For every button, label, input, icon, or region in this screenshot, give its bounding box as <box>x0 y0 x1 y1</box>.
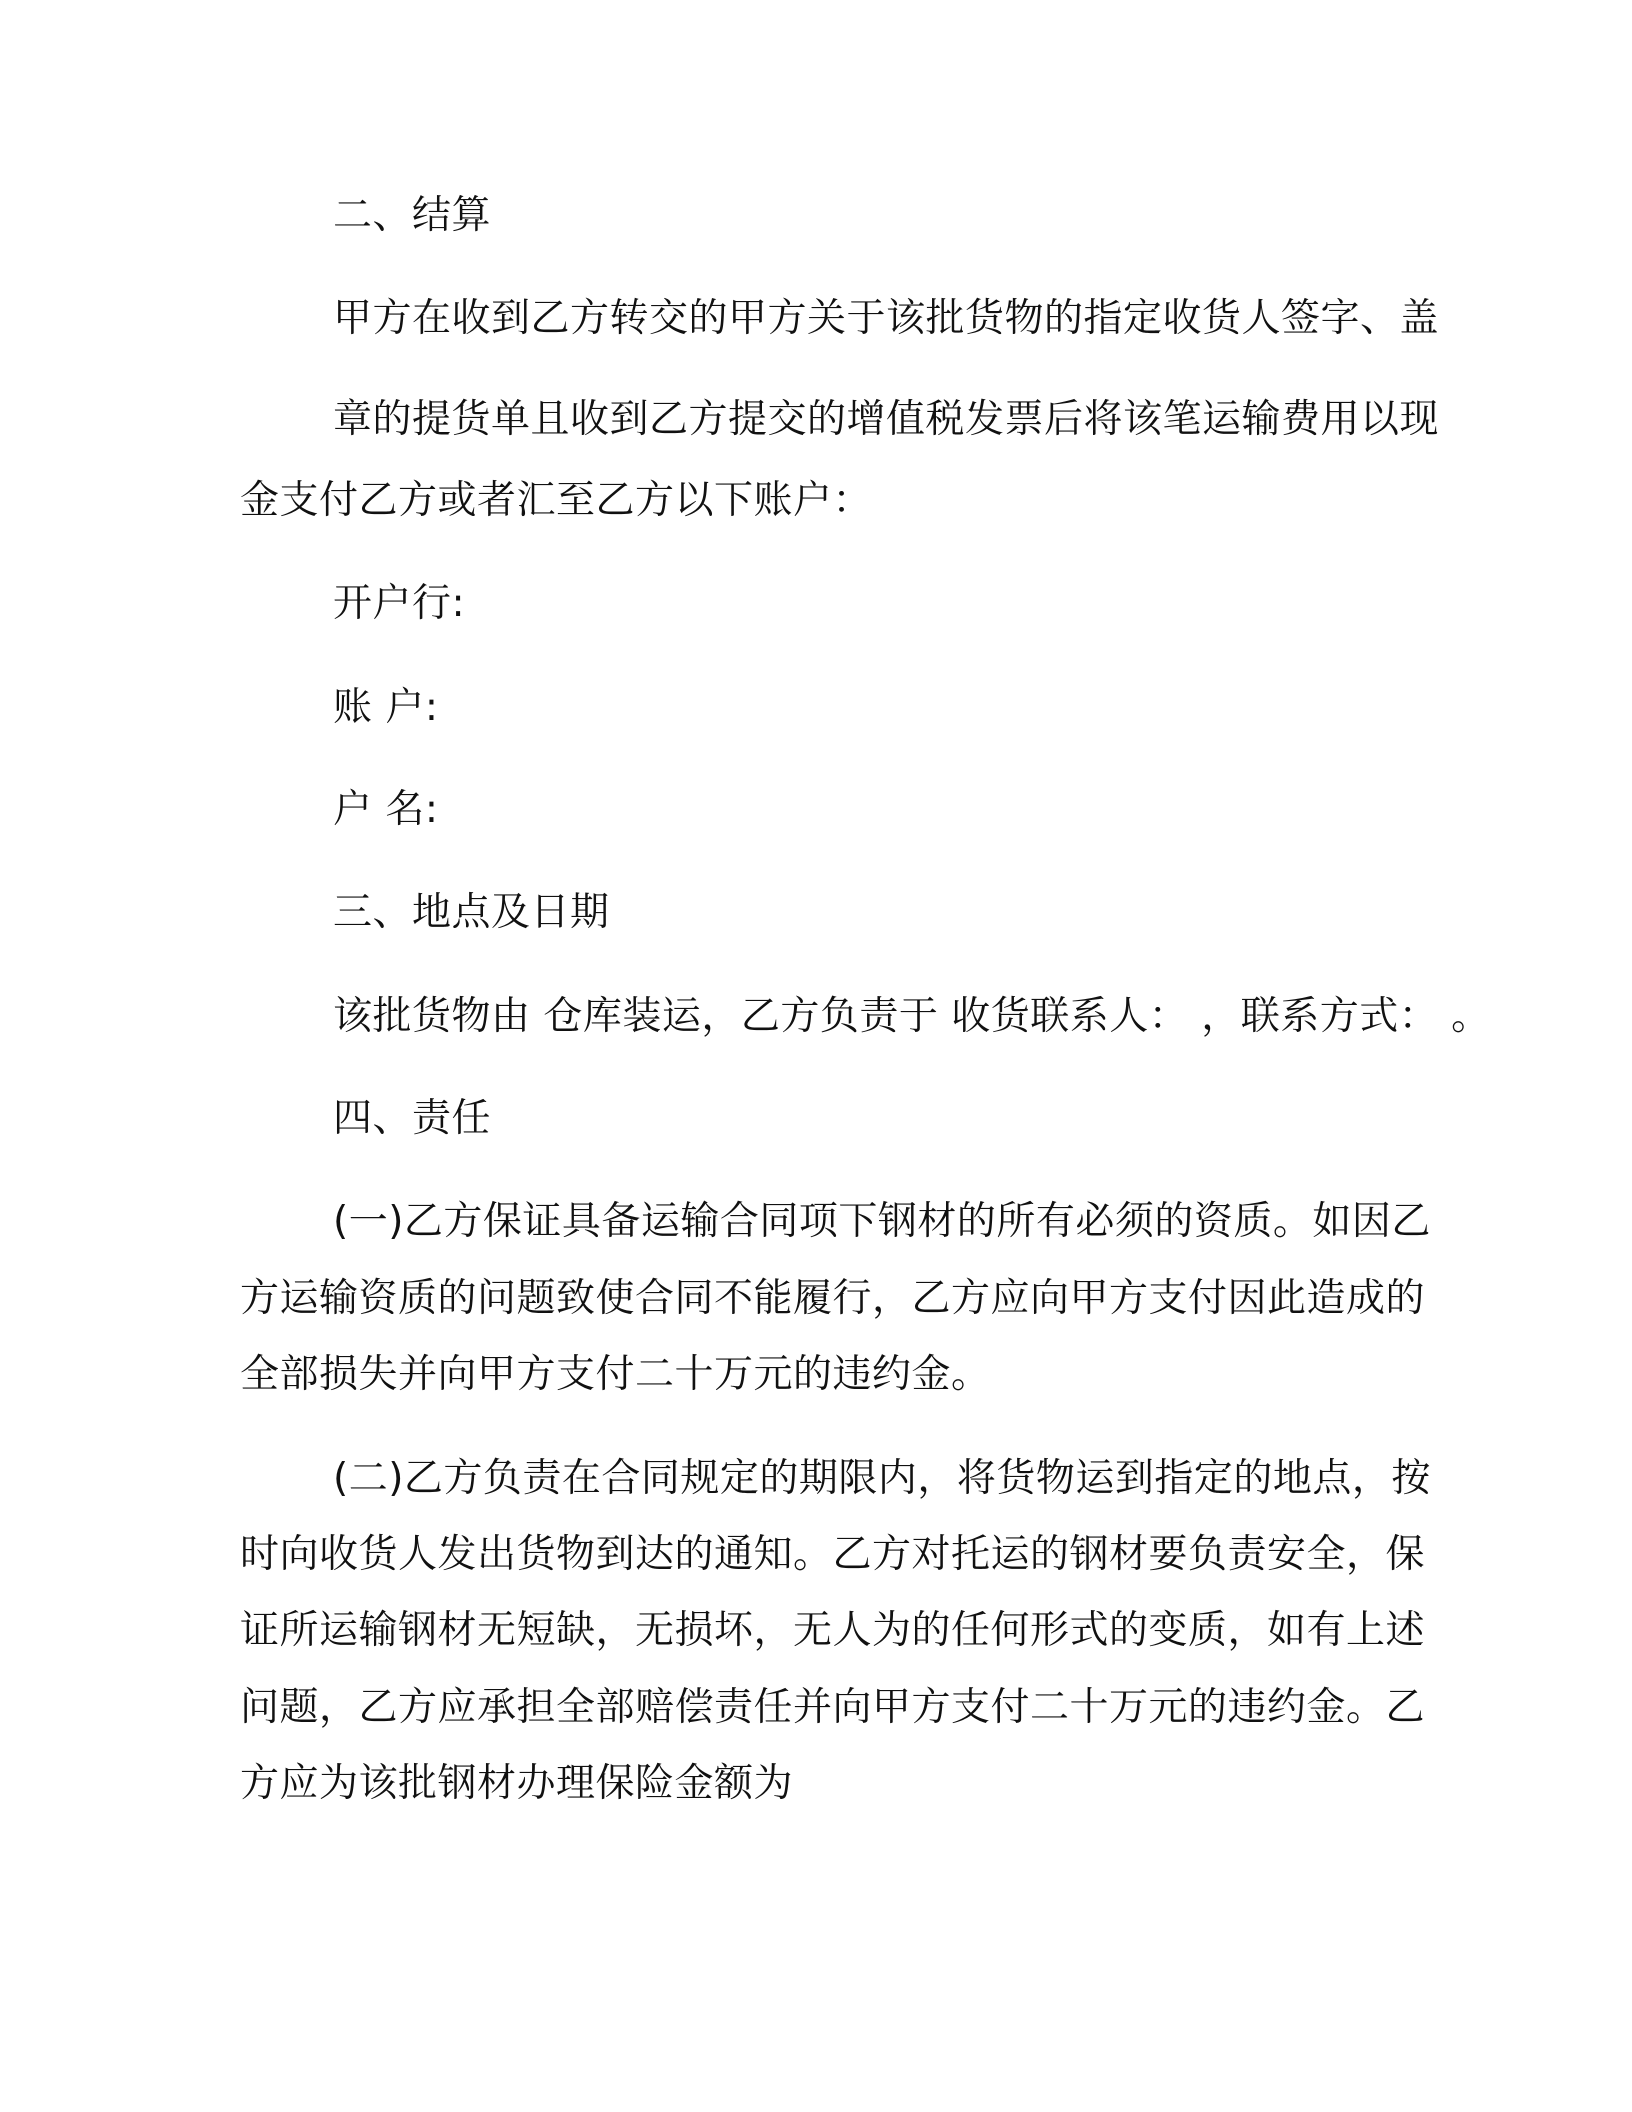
clause-2-line-5: 方应为该批钢材办理保险金额为 <box>240 1761 794 1806</box>
account-label: 账 户: <box>333 685 439 730</box>
bank-label: 开户行: <box>333 581 466 626</box>
section-3-paragraph: 该批货物由 仓库装运，乙方负责于 收货联系人： ，联系方式： 。 <box>333 994 1491 1039</box>
clause-2-line-2: 时向收货人发出货物到达的通知。乙方对托运的钢材要负责安全，保 <box>240 1532 1426 1577</box>
section-2-paragraph-line-3: 金支付乙方或者汇至乙方以下账户： <box>240 478 873 523</box>
section-2-paragraph-line-2: 章的提货单且收到乙方提交的增值税发票后将该笔运输费用以现 <box>333 397 1440 442</box>
clause-2-line-4: 问题，乙方应承担全部赔偿责任并向甲方支付二十万元的违约金。乙 <box>240 1685 1426 1730</box>
section-4-heading: 四、责任 <box>333 1096 492 1141</box>
clause-2-line-1: (二)乙方负责在合同规定的期限内，将货物运到指定的地点，按 <box>333 1456 1431 1501</box>
clause-1-line-2: 方运输资质的问题致使合同不能履行，乙方应向甲方支付因此造成的 <box>240 1276 1426 1321</box>
clause-1-line-3: 全部损失并向甲方支付二十万元的违约金。 <box>240 1352 991 1397</box>
section-3-heading: 三、地点及日期 <box>333 890 610 935</box>
section-2-heading: 二、结算 <box>333 193 492 238</box>
clause-1-line-1: (一)乙方保证具备运输合同项下钢材的所有必须的资质。如因乙 <box>333 1199 1431 1244</box>
section-2-paragraph-line-1: 甲方在收到乙方转交的甲方关于该批货物的指定收货人签字、盖 <box>333 296 1440 341</box>
clause-2-line-3: 证所运输钢材无短缺，无损坏，无人为的任何形式的变质，如有上述 <box>240 1608 1426 1653</box>
account-name-label: 户 名: <box>333 787 439 832</box>
